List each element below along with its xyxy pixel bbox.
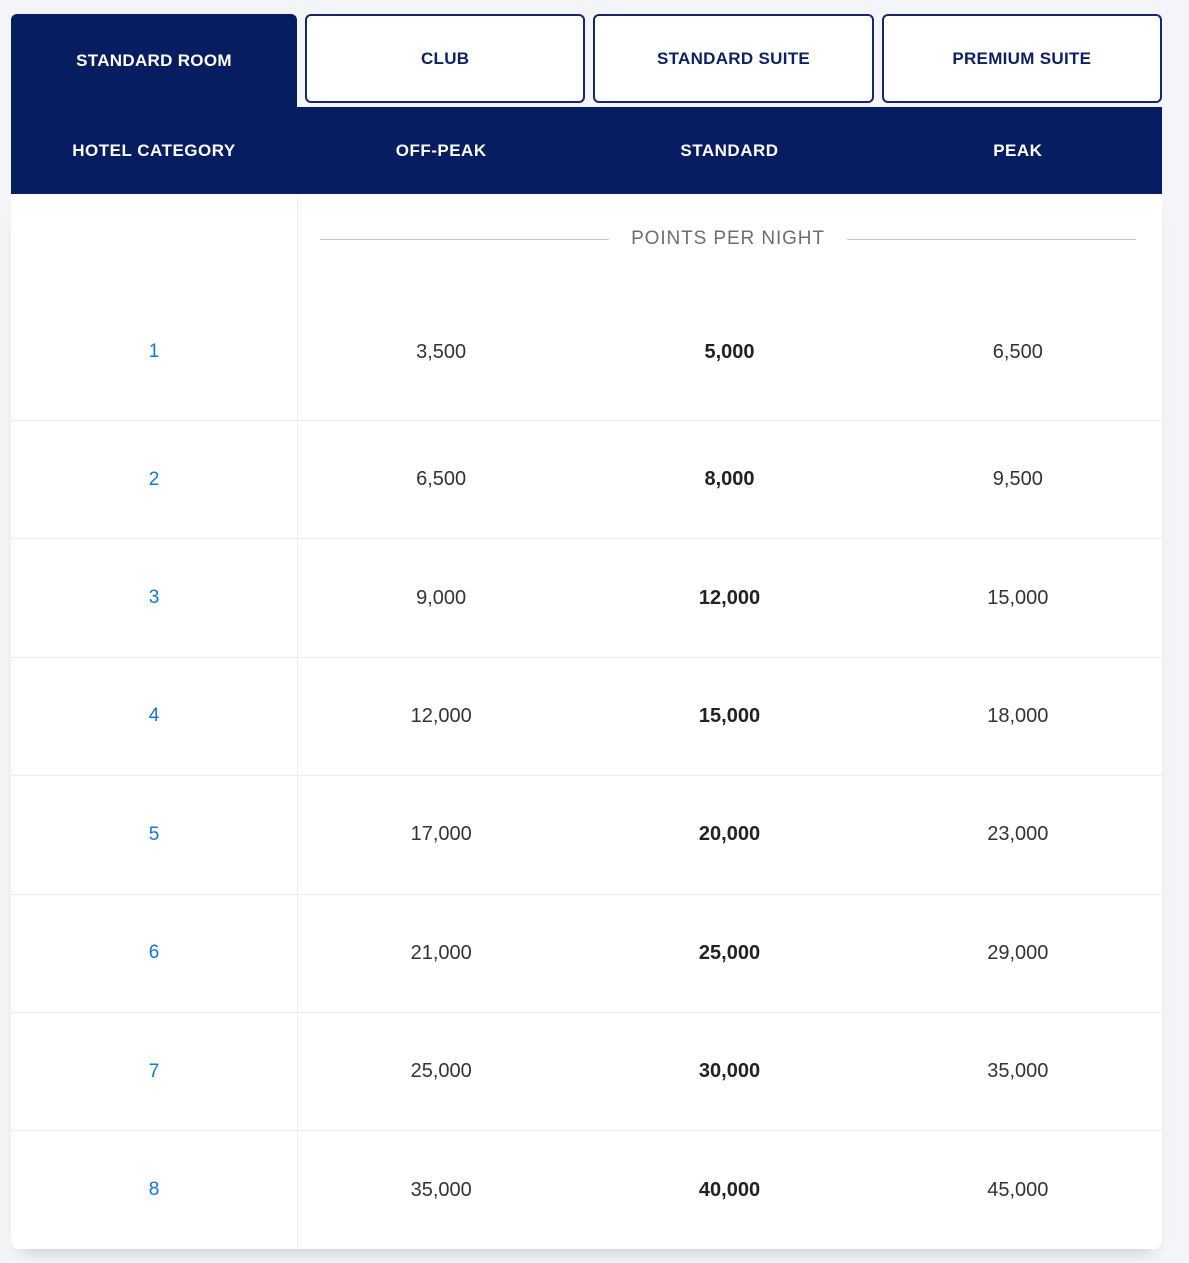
award-chart-widget [11, 14, 1162, 1249]
table-row [11, 284, 1162, 420]
column-divider [297, 194, 298, 1249]
points-table-body [11, 194, 1162, 1249]
tab-premium-suite[interactable]: PREMIUM SUITE [882, 14, 1162, 103]
standard-value: 8,000 [704, 468, 755, 491]
header-peak: PEAK [993, 140, 1043, 160]
off-peak-value: 3,500 [416, 340, 467, 363]
tab-standard-room[interactable]: STANDARD ROOM [11, 14, 297, 107]
category-link[interactable]: 5 [148, 823, 160, 845]
table-row [11, 657, 1162, 775]
category-link[interactable]: 3 [148, 587, 160, 609]
decorative-line-left [320, 239, 609, 240]
decorative-line-right [847, 239, 1136, 240]
peak-value: 29,000 [987, 941, 1049, 964]
tab-standard-suite[interactable]: STANDARD SUITE [593, 14, 873, 103]
peak-value: 6,500 [992, 340, 1043, 363]
off-peak-value: 12,000 [410, 704, 472, 727]
points-per-night-label: POINTS PER NIGHT [631, 228, 825, 249]
peak-value: 35,000 [987, 1060, 1049, 1083]
points-per-night-labelwrap [297, 228, 1162, 250]
room-type-tabs [11, 14, 1162, 107]
off-peak-value: 25,000 [410, 1060, 472, 1083]
category-link[interactable]: 7 [148, 1060, 160, 1082]
peak-value: 18,000 [987, 704, 1049, 727]
standard-value: 40,000 [698, 1178, 761, 1201]
header-hotel-category: HOTEL CATEGORY [72, 140, 236, 160]
points-per-night-band [11, 194, 1162, 284]
table-row [11, 1012, 1162, 1130]
table-row [11, 775, 1162, 893]
table-row [11, 1130, 1162, 1248]
off-peak-value: 6,500 [416, 468, 467, 491]
header-standard: STANDARD [680, 140, 779, 160]
off-peak-value: 21,000 [410, 941, 472, 964]
standard-value: 15,000 [698, 704, 761, 727]
header-off-peak: OFF-PEAK [395, 140, 487, 160]
standard-value: 30,000 [698, 1060, 761, 1083]
tab-club[interactable]: CLUB [305, 14, 585, 103]
table-row [11, 538, 1162, 656]
table-row [11, 894, 1162, 1012]
category-link[interactable]: 2 [148, 468, 160, 490]
off-peak-value: 9,000 [416, 586, 467, 609]
category-link[interactable]: 8 [148, 1179, 160, 1201]
standard-value: 20,000 [698, 823, 761, 846]
off-peak-value: 17,000 [410, 823, 472, 846]
table-row [11, 420, 1162, 538]
peak-value: 23,000 [987, 823, 1049, 846]
table-header-bar [11, 107, 1162, 194]
peak-value: 15,000 [987, 586, 1049, 609]
standard-value: 12,000 [698, 586, 761, 609]
off-peak-value: 35,000 [410, 1178, 472, 1201]
peak-value: 9,500 [992, 468, 1043, 491]
category-link[interactable]: 1 [148, 341, 160, 362]
category-link[interactable]: 4 [148, 705, 160, 727]
category-link[interactable]: 6 [148, 942, 160, 964]
peak-value: 45,000 [987, 1178, 1049, 1201]
standard-value: 25,000 [698, 941, 761, 964]
standard-value: 5,000 [704, 340, 755, 363]
